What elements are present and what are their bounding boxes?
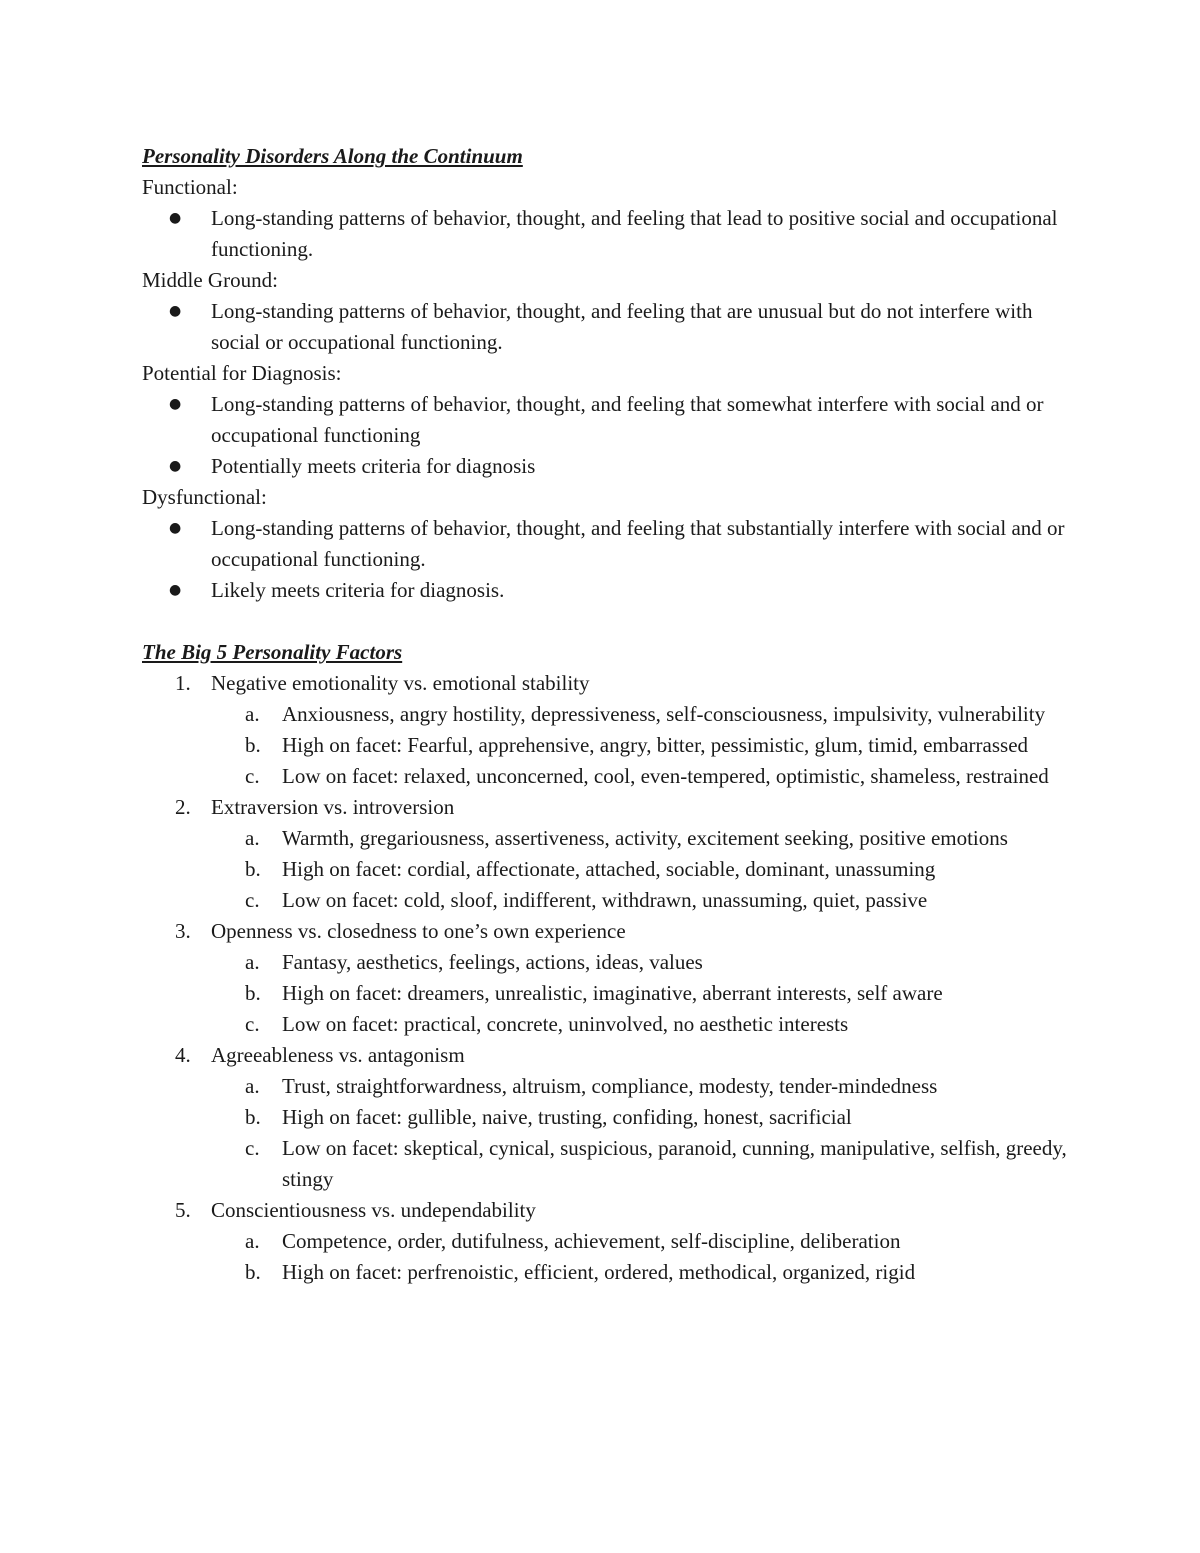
- group-dysfunctional: [142, 482, 1072, 606]
- facet-text: Low on facet: relaxed, unconcerned, cool, even-tempered, optimistic, shameless, restrained: [282, 764, 1049, 788]
- facet-text: Warmth, gregariousness, assertiveness, activity, excitement seeking, positive emotions: [282, 826, 1008, 850]
- list-number: 4.: [175, 1043, 191, 1067]
- group-middle-ground: [142, 265, 1072, 358]
- bullet-item: ● Long-standing patterns of behavior, thought, and feeling that are unusual but do not interfere with social or occupational functioning.: [142, 296, 1072, 358]
- facet-item: [211, 854, 1072, 885]
- group-label: Functional:: [142, 175, 238, 199]
- group-potential-for-diagnosis: [142, 358, 1072, 482]
- list-letter: b.: [245, 857, 261, 881]
- factor-list: [142, 668, 1072, 1288]
- group-functional: [142, 172, 1072, 265]
- facet-text: High on facet: cordial, affectionate, attached, sociable, dominant, unassuming: [282, 857, 936, 881]
- facet-list: [211, 699, 1072, 792]
- bullet-item: ● Long-standing patterns of behavior, thought, and feeling that somewhat interfere with social and or occupational functioning: [142, 389, 1072, 451]
- facet-list: [211, 1071, 1072, 1195]
- facet-text: High on facet: dreamers, unrealistic, imaginative, aberrant interests, self aware: [282, 981, 943, 1005]
- facet-item: [211, 1102, 1072, 1133]
- list-letter: a.: [245, 1229, 260, 1253]
- facet-item: [211, 947, 1072, 978]
- bullet-item: ● Long-standing patterns of behavior, thought, and feeling that lead to positive social and occupational functioning.: [142, 203, 1072, 265]
- facet-list: [211, 1226, 1072, 1288]
- factor-text: Extraversion vs. introversion: [211, 795, 455, 819]
- list-number: 1.: [175, 671, 191, 695]
- facet-text: Competence, order, dutifulness, achievement, self-discipline, deliberation: [282, 1229, 901, 1253]
- factor-item: [142, 668, 1072, 792]
- facet-item: [211, 885, 1072, 916]
- blank-line: [142, 606, 1072, 637]
- factor-text: Negative emotionality vs. emotional stability: [211, 671, 590, 695]
- facet-item: [211, 1009, 1072, 1040]
- facet-item: [211, 1133, 1072, 1195]
- list-letter: a.: [245, 1074, 260, 1098]
- facet-list: [211, 947, 1072, 1040]
- list-number: 3.: [175, 919, 191, 943]
- list-letter: c.: [245, 764, 260, 788]
- list-letter: a.: [245, 826, 260, 850]
- facet-item: [211, 1071, 1072, 1102]
- facet-item: [211, 730, 1072, 761]
- list-letter: b.: [245, 733, 261, 757]
- section-heading-continuum: Personality Disorders Along the Continuum: [142, 144, 523, 168]
- factor-item: [142, 916, 1072, 1040]
- facet-text: Trust, straightforwardness, altruism, compliance, modesty, tender-mindedness: [282, 1074, 938, 1098]
- list-letter: b.: [245, 981, 261, 1005]
- document-page: [142, 141, 1072, 1288]
- facet-text: High on facet: Fearful, apprehensive, angry, bitter, pessimistic, glum, timid, embarrassed: [282, 733, 1029, 757]
- bullet-item: ● Long-standing patterns of behavior, thought, and feeling that substantially interfere with social and or occupational functioning.: [142, 513, 1072, 575]
- list-letter: a.: [245, 702, 260, 726]
- list-number: 5.: [175, 1198, 191, 1222]
- group-label: Middle Ground:: [142, 268, 278, 292]
- facet-text: Fantasy, aesthetics, feelings, actions, ideas, values: [282, 950, 703, 974]
- list-letter: a.: [245, 950, 260, 974]
- facet-list: [211, 823, 1072, 916]
- factor-text: Conscientiousness vs. undependability: [211, 1198, 536, 1222]
- facet-text: Low on facet: practical, concrete, uninvolved, no aesthetic interests: [282, 1012, 849, 1036]
- factor-text: Openness vs. closedness to one’s own experience: [211, 919, 626, 943]
- section-heading-big-five: The Big 5 Personality Factors: [142, 640, 403, 664]
- facet-text: High on facet: gullible, naive, trusting, confiding, honest, sacrificial: [282, 1105, 852, 1129]
- facet-item: [211, 699, 1072, 730]
- bullet-item: ● Likely meets criteria for diagnosis.: [142, 575, 1072, 606]
- list-letter: b.: [245, 1260, 261, 1284]
- factor-text: Agreeableness vs. antagonism: [211, 1043, 465, 1067]
- factor-item: [142, 792, 1072, 916]
- list-letter: c.: [245, 888, 260, 912]
- group-label: Potential for Diagnosis:: [142, 361, 342, 385]
- bullet-item: ● Potentially meets criteria for diagnosis: [142, 451, 1072, 482]
- facet-item: [211, 823, 1072, 854]
- factor-item: [142, 1195, 1072, 1288]
- list-number: 2.: [175, 795, 191, 819]
- list-letter: c.: [245, 1136, 260, 1160]
- facet-item: [211, 761, 1072, 792]
- facet-text: Low on facet: skeptical, cynical, suspicious, paranoid, cunning, manipulative, selfish, greedy, stingy: [282, 1136, 1067, 1191]
- list-letter: b.: [245, 1105, 261, 1129]
- factor-item: [142, 1040, 1072, 1195]
- facet-item: [211, 1226, 1072, 1257]
- facet-item: [211, 978, 1072, 1009]
- facet-text: Anxiousness, angry hostility, depressiveness, self-consciousness, impulsivity, vulnerability: [282, 702, 1046, 726]
- facet-item: [211, 1257, 1072, 1288]
- facet-text: High on facet: perfrenoistic, efficient, ordered, methodical, organized, rigid: [282, 1260, 916, 1284]
- group-label: Dysfunctional:: [142, 485, 267, 509]
- facet-text: Low on facet: cold, sloof, indifferent, withdrawn, unassuming, quiet, passive: [282, 888, 928, 912]
- list-letter: c.: [245, 1012, 260, 1036]
